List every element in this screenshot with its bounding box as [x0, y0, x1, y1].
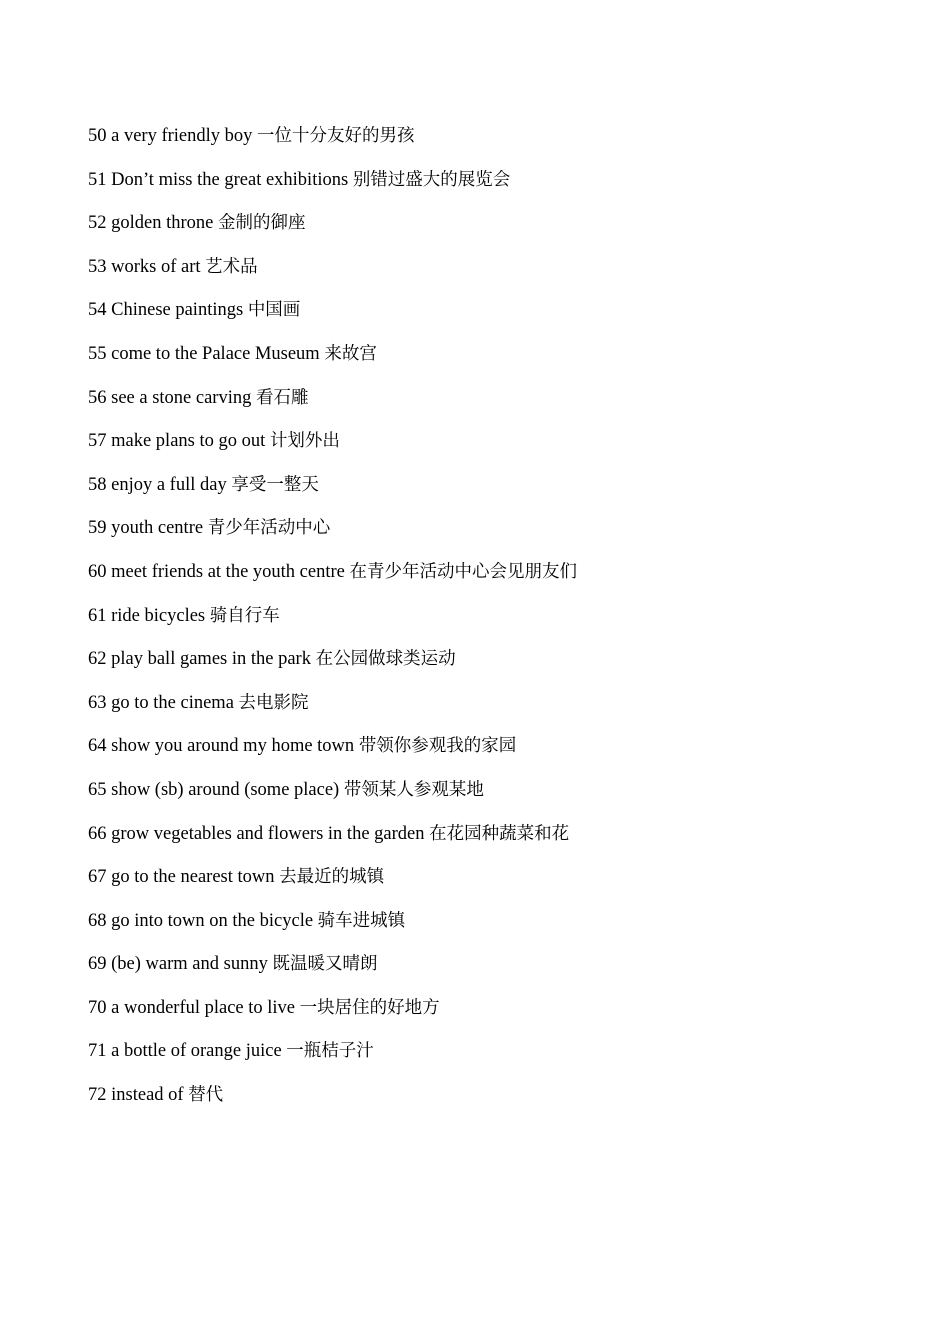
phrase-number: 72: [88, 1085, 107, 1106]
phrase-chinese: 既温暖又晴朗: [272, 954, 378, 975]
phrase-chinese: 别错过盛大的展览会: [352, 169, 511, 190]
phrase-chinese: 看石雕: [255, 387, 309, 408]
phrase-number: 71: [88, 1041, 107, 1062]
phrase-item: [88, 209, 577, 253]
phrase-english: see a stone carving: [111, 387, 252, 408]
phrase-number: 60: [88, 561, 107, 582]
phrase-chinese: 一块居住的好地方: [299, 997, 440, 1018]
phrase-english: go to the cinema: [111, 692, 234, 713]
phrase-english: come to the Palace Museum: [111, 343, 320, 364]
phrase-item: [88, 907, 577, 951]
phrase-english: youth centre: [111, 518, 204, 539]
phrase-item: [88, 820, 577, 864]
phrase-chinese: 来故宫: [324, 343, 377, 364]
phrase-english: works of art: [111, 256, 201, 277]
phrase-english: show you around my home town: [111, 736, 355, 757]
phrase-item: [88, 1081, 577, 1125]
phrase-item: [88, 776, 577, 820]
phrase-number: 50: [88, 126, 107, 146]
phrase-chinese: 在青少年活动中心会见朋友们: [349, 561, 577, 582]
phrase-number: 67: [88, 867, 107, 888]
phrase-english: a wonderful place to live: [111, 997, 296, 1018]
phrase-item: [88, 1037, 577, 1081]
phrase-chinese: 艺术品: [205, 256, 258, 277]
phrase-number: 53: [88, 256, 107, 277]
phrase-number: 57: [88, 431, 107, 452]
phrase-number: 62: [88, 649, 107, 670]
phrase-number: 70: [88, 997, 107, 1018]
phrase-chinese: 金制的御座: [218, 213, 306, 234]
phrase-chinese: 骑自行车: [209, 605, 280, 626]
phrase-chinese: 享受一整天: [231, 474, 319, 495]
phrase-chinese: 青少年活动中心: [207, 518, 331, 539]
phrase-english: ride bicycles: [111, 605, 206, 626]
phrase-number: 59: [88, 518, 107, 539]
phrase-item: [88, 863, 577, 907]
phrase-number: 55: [88, 343, 107, 364]
phrase-number: 63: [88, 692, 107, 713]
phrase-chinese: 中国画: [247, 300, 301, 321]
phrase-number: 52: [88, 213, 107, 234]
phrase-english: go into town on the bicycle: [111, 910, 314, 931]
phrase-item: [88, 340, 577, 384]
phrase-chinese: 去最近的城镇: [279, 867, 385, 888]
phrase-english: play ball games in the park: [111, 649, 311, 670]
phrase-item: [88, 427, 577, 471]
phrase-item: [88, 384, 577, 428]
phrase-chinese: 在公园做球类运动: [315, 649, 456, 670]
phrase-number: 51: [88, 169, 107, 190]
phrase-item: [88, 689, 577, 733]
phrase-number: 61: [88, 605, 107, 626]
phrase-number: 64: [88, 736, 107, 757]
phrase-english: Don’t miss the great exhibitions: [111, 169, 349, 190]
phrase-list: [88, 122, 577, 1125]
phrase-english: Chinese paintings: [111, 300, 244, 321]
phrase-number: 69: [88, 954, 107, 975]
phrase-number: 66: [88, 823, 107, 844]
phrase-chinese: 一瓶桔子汁: [286, 1041, 374, 1062]
phrase-english: show (sb) around (some place): [111, 779, 340, 800]
phrase-chinese: 带领某人参观某地: [343, 779, 484, 800]
phrase-item: [88, 602, 577, 646]
phrase-english: meet friends at the youth centre: [111, 561, 345, 582]
phrase-english: enjoy a full day: [111, 474, 227, 495]
phrase-chinese: 替代: [188, 1085, 224, 1106]
phrase-chinese: 计划外出: [269, 431, 340, 452]
phrase-item: [88, 558, 577, 602]
phrase-chinese: 骑车进城镇: [317, 910, 406, 931]
phrase-english: grow vegetables and flowers in the garden: [111, 823, 425, 844]
phrase-chinese: 去电影院: [238, 692, 309, 713]
phrase-item: [88, 732, 577, 776]
phrase-number: 58: [88, 474, 107, 495]
phrase-item: [88, 253, 577, 297]
phrase-number: 56: [88, 387, 107, 408]
phrase-english: make plans to go out: [111, 431, 266, 452]
phrase-item: [88, 471, 577, 515]
phrase-english: (be) warm and sunny: [111, 954, 268, 975]
phrase-english: a bottle of orange juice: [111, 1041, 282, 1062]
phrase-number: 65: [88, 779, 107, 800]
phrase-item: [88, 645, 577, 689]
phrase-chinese: 在花园种蔬菜和花: [429, 823, 570, 844]
phrase-item: [88, 166, 577, 210]
phrase-item: [88, 122, 577, 166]
phrase-chinese: 带领你参观我的家园: [358, 736, 517, 757]
phrase-item: [88, 950, 577, 994]
phrase-english: golden throne: [111, 213, 214, 234]
phrase-chinese: 一位十分友好的男孩: [257, 126, 415, 146]
phrase-item: [88, 296, 577, 340]
phrase-item: [88, 994, 577, 1038]
phrase-number: 54: [88, 300, 107, 321]
phrase-english: instead of: [111, 1085, 184, 1106]
phrase-english: a very friendly boy: [111, 126, 253, 146]
phrase-item: [88, 514, 577, 558]
phrase-number: 68: [88, 910, 107, 931]
phrase-english: go to the nearest town: [111, 867, 275, 888]
